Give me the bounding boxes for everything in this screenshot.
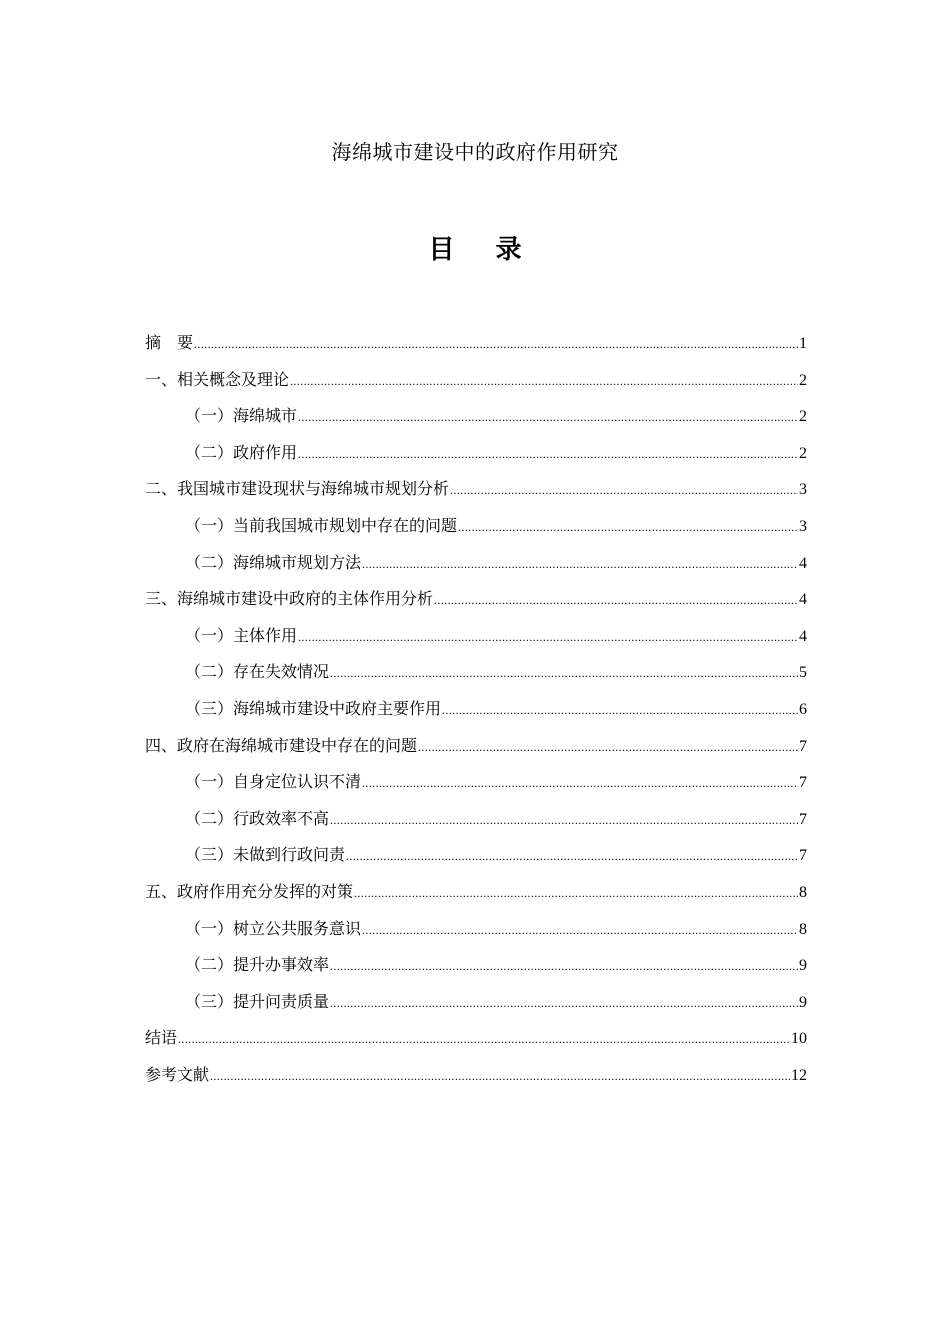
toc-entry-label: （一）树立公共服务意识 [185,918,362,938]
toc-entry-chapter-5[interactable] [145,878,807,915]
toc-dot-leader [178,1025,790,1053]
toc-dot-leader [330,806,798,834]
toc-entry-label: （一）主体作用 [185,625,298,645]
toc-entry-label: （三）未做到行政问责 [185,845,346,865]
toc-entry-chapter-3[interactable] [145,585,807,622]
toc-dot-leader [298,623,798,651]
toc-entry-label: 三、海绵城市建设中政府的主体作用分析 [145,589,434,609]
toc-entry-abstract[interactable] [145,329,807,366]
toc-page-number: 3 [799,481,807,499]
toc-entry-label: （一）海绵城市 [185,406,298,426]
toc-entry-section-1-1[interactable] [145,402,807,439]
toc-dot-leader [330,989,798,1017]
toc-page-number: 7 [799,774,807,792]
toc-entry-section-2-1[interactable] [145,512,807,549]
toc-entry-label: （一）当前我国城市规划中存在的问题 [185,515,458,535]
toc-entry-label: 四、政府在海绵城市建设中存在的问题 [145,735,418,755]
toc-entry-section-5-1[interactable] [145,915,807,952]
toc-dot-leader [298,403,798,431]
toc-page-number: 10 [791,1030,807,1048]
toc-dot-leader [362,916,798,944]
toc-entry-references[interactable] [145,1061,807,1098]
toc-page-number: 1 [799,335,807,352]
toc-page-number: 12 [791,1066,807,1084]
toc-dot-leader [362,550,798,578]
toc-entry-label: （二）行政效率不高 [185,808,330,828]
toc-page-number: 2 [799,444,807,462]
toc-dot-leader [290,367,798,395]
toc-page-number: 8 [799,883,807,901]
toc-entry-label: 参考文献 [145,1064,210,1084]
toc-page-number: 6 [799,700,807,718]
toc-entry-label: （一）自身定位认识不清 [185,772,362,792]
toc-entry-section-5-2[interactable] [145,951,807,988]
toc-page-number: 7 [799,737,807,755]
toc-entry-label: 摘 要 [145,333,194,352]
toc-entry-chapter-1[interactable] [145,366,807,403]
toc-entry-section-4-3[interactable] [145,841,807,878]
toc-entry-section-3-3[interactable] [145,695,807,732]
toc-dot-leader [362,769,798,797]
toc-entry-label: （二）提升办事效率 [185,955,330,975]
toc-dot-leader [434,586,798,614]
toc-page-number: 7 [799,847,807,865]
toc-page-number: 8 [799,920,807,938]
toc-dot-leader [450,476,798,504]
toc-dot-leader [194,330,798,358]
toc-page-number: 4 [799,591,807,609]
toc-dot-leader [330,952,798,980]
toc-entry-conclusion[interactable] [145,1024,807,1061]
toc-entry-label: 结语 [145,1028,178,1048]
toc-dot-leader [210,1062,790,1090]
toc-page-number: 4 [799,554,807,572]
toc-page-number: 4 [799,627,807,645]
toc-dot-leader [354,879,798,907]
toc-entry-label: （三）提升问责质量 [185,991,330,1011]
toc-dot-leader [346,842,798,870]
toc-page-number: 2 [799,408,807,426]
toc-entry-label: （三）海绵城市建设中政府主要作用 [185,698,442,718]
document-title: 海绵城市建设中的政府作用研究 [331,140,619,164]
toc-entry-label: （二）存在失效情况 [185,662,330,682]
toc-entry-label: 二、我国城市建设现状与海绵城市规划分析 [145,479,450,499]
toc-page-number: 9 [799,993,807,1011]
toc-entry-label: 一、相关概念及理论 [145,369,290,389]
toc-entry-chapter-4[interactable] [145,732,807,769]
toc-entry-section-3-2[interactable] [145,658,807,695]
toc-entry-section-2-2[interactable] [145,549,807,586]
toc-dot-leader [330,659,798,687]
toc-page-number: 5 [799,664,807,682]
toc-entry-label: （二）海绵城市规划方法 [185,552,362,572]
toc-heading: 目 录 [428,235,538,265]
table-of-contents [145,329,807,1097]
toc-page-number: 7 [799,810,807,828]
toc-entry-label: 五、政府作用充分发挥的对策 [145,881,354,901]
toc-entry-section-3-1[interactable] [145,622,807,659]
toc-page-number: 2 [799,371,807,389]
toc-entry-section-4-1[interactable] [145,768,807,805]
toc-dot-leader [298,440,798,468]
toc-entry-section-5-3[interactable] [145,988,807,1025]
toc-entry-label: （二）政府作用 [185,442,298,462]
toc-entry-section-4-2[interactable] [145,805,807,842]
toc-dot-leader [458,513,798,541]
toc-dot-leader [442,696,798,724]
toc-entry-section-1-2[interactable] [145,439,807,476]
toc-dot-leader [418,733,798,761]
toc-page-number: 3 [799,517,807,535]
toc-entry-chapter-2[interactable] [145,475,807,512]
toc-page-number: 9 [799,957,807,975]
